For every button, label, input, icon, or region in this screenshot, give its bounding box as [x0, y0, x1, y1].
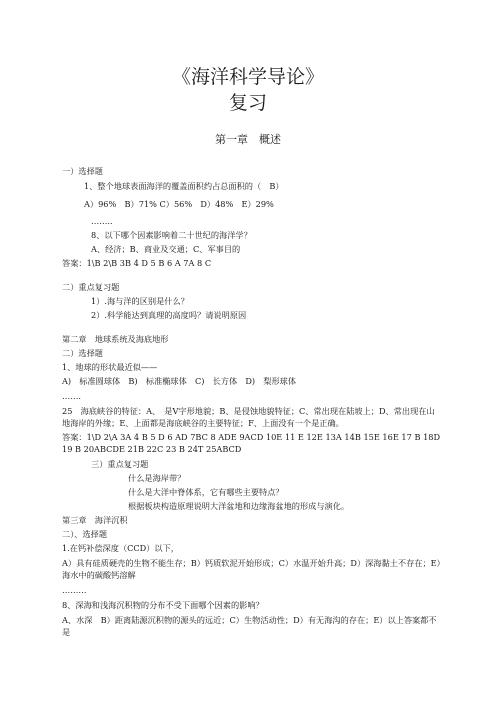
review-2-question-1: 什么是海岸带？ — [128, 473, 186, 483]
chapter-2-question-25: 25 海底峡谷的特征：A、 是V字形地貌；B、是侵蚀地貌特征；C、常出现在陆坡上；D、常出现在山地海岸的外缘；E、上面都是海底峡谷的主要特征；F、上面没有一个是正确。 — [62, 406, 435, 428]
question-1-options: A）96% B）71% C）56% D）48% E）29% — [84, 199, 274, 209]
ellipsis-3: ……… — [62, 585, 87, 595]
section-choice-3: 二）、选择题 — [62, 529, 108, 539]
chapter-3-heading: 第三章 海洋沉积 — [62, 515, 128, 525]
question-1: 1、整个地球表面海洋的覆盖面积约占总面积的（ B） — [84, 181, 284, 191]
chapter-2-question-1-options: A) 标准圆球体 B) 标准椭球体 C) 长方体 D) 梨形球体 — [62, 376, 297, 386]
ellipsis-1: …….. — [91, 216, 113, 226]
question-8-options: A、经济；B、商业及交通；C、军事目的 — [91, 244, 241, 254]
section-choice-1: 一）选择题 — [62, 166, 103, 176]
ellipsis-2: ……. — [62, 391, 81, 401]
review-question-2: 2）.科学能达到真理的高度吗？请说明原因 — [91, 310, 247, 320]
chapter-3-question-8: 8、深海和浅海沉积物的分布不受下面哪个因素的影响？ — [62, 600, 264, 610]
chapter-3-question-1-options: A）具有硅质硬壳的生物不能生存；B）钙质软泥开始形成；C）水温开始升高；D）深海黏土不存在；E）海水中的碳酸钙溶解 — [62, 558, 441, 580]
chapter-2-question-1: 1、地球的形状最近似—— — [62, 362, 158, 372]
document-subtitle: 复习 — [228, 92, 267, 114]
answers-chapter-2: 答案：1\D 2\A 3A 4 B 5 D 6 AD 7BC 8 ADE 9ACD 10E 11 E 12E 13A 14B 15E 16E 17 B 18D 19 B 20ABCDE 21B 22C 23 B 24T 25ABCD — [62, 432, 441, 454]
section-choice-2: 二）选择题 — [62, 348, 103, 358]
chapter-3-question-1: 1.在钙补偿深度（CCD）以下， — [62, 543, 179, 553]
question-8: 8、以下哪个因素影响着二十世纪的海洋学？ — [91, 230, 252, 240]
chapter-2-heading: 第二章 地球系统及海底地形 — [62, 334, 169, 344]
section-review-1: 二）重点复习题 — [62, 282, 120, 292]
section-review-2: 三）重点复习题 — [91, 459, 149, 469]
chapter-1-heading: 第一章 概述 — [215, 133, 281, 146]
chapter-3-question-8-options: A、水深 B）距离陆源沉积物的源头的远近；C）生物活动性；D）有无海沟的存在；E）以上答案都不是 — [62, 615, 437, 637]
review-2-question-3: 根据板块构造原理说明大洋盆地和边缘海盆地的形成与演化。 — [128, 501, 350, 511]
answers-chapter-1: 答案：1\B 2\B 3B 4 D 5 B 6 A 7A 8 C — [62, 258, 212, 268]
review-2-question-2: 什么是大洋中脊体系，它有哪些主要特点？ — [128, 487, 284, 497]
review-question-1: 1）.海与洋的区别是什么？ — [91, 296, 189, 306]
document-title: 《海洋科学导论》 — [171, 66, 324, 88]
